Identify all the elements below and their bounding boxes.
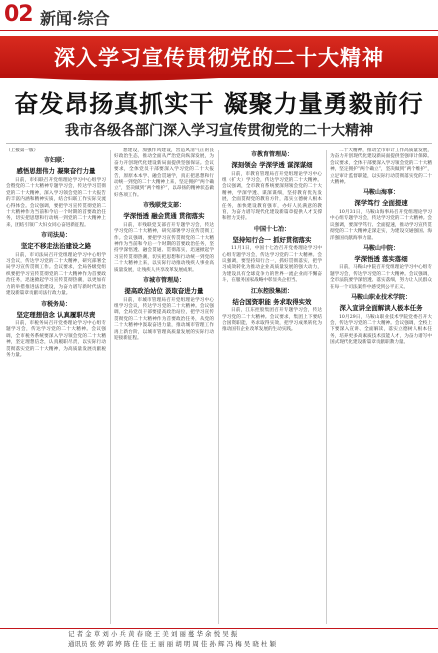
headline: 奋发昂扬真抓实干 凝聚力量勇毅前行 bbox=[14, 90, 424, 118]
article-column-2 bbox=[114, 148, 214, 622]
article-title: 坚持知行合一 抓好贯彻落实 bbox=[232, 235, 312, 244]
column-divider bbox=[326, 150, 327, 624]
article-paragraph: 日前，市司法局召开党组理论学习中心组学习会议，传达学习党的二十大精神，研究部署全局学习宣传贯彻工作。会议要求，全局各级党组织要把学习宣传贯彻党的二十大精神作为首要政治任务，迅速掀起学习宣传贯彻热潮，以更加有力的举措推进法治建设，为奋力谱写新时代法治建设新篇章贡献司法行政力量。 bbox=[6, 252, 106, 297]
article-paragraph: （上接第一版） bbox=[6, 148, 39, 153]
article-paragraph: 10月31日，马鞍山海事局召开党组理论学习中心组专题学习会，传达学习党的二十大精神。会议强调，要深学笃行、全面提速，推动学习宣传贯彻党的二十大精神走深走实，为建设交通强国、海洋强国贡献海事力量。 bbox=[330, 209, 432, 241]
article-paragraph: 日前，江东控股集团召开专题学习会，传达学习党的二十大精神。会议要求，集团上下要结合国资职能，务求取得实效，把学习成果转化为推动国有企业改革发展的生动实践。 bbox=[222, 308, 322, 333]
unit-name: 中国十七冶： bbox=[253, 225, 290, 233]
article-paragraph: 日前，马鞍山中院召开党组理论学习中心组专题学习会，传达学习党的二十大精神。会议强调，全市法院要学深悟透、落实落细，努力让人民群众在每一个司法案件中感受到公平正义。 bbox=[330, 265, 432, 290]
unit-name: 马鞍山中院： bbox=[362, 244, 399, 252]
article-title: 坚定理想信念 认真履职尽责 bbox=[16, 310, 96, 319]
article-title: 深学笃行 全面提速 bbox=[354, 199, 408, 208]
page-header bbox=[0, 0, 438, 31]
article-column-4 bbox=[330, 148, 432, 622]
article-title: 学深悟透 融会贯通 贯彻落实 bbox=[123, 212, 205, 221]
article-paragraph: 日前，市税务局召开党委理论学习中心组专题学习会，传达学习党的二十大精神。会议强调，全市税务系统要深入学习领会党的二十大精神，坚定理想信念，认真履职尽责，以实际行动贯彻落实党的二十大精神，为高质量发展贡献税务力量。 bbox=[6, 321, 106, 359]
unit-name: 市妇联： bbox=[43, 157, 68, 165]
article-paragraph: 想建设，加强作风建设，营造风清气正的良好政治生态，推动全面从严治党向纵深发展，为奋力开创现代化建设新局面提供坚强保证。会议要求，全体党员干部要深入学习党的二十大报告，原原本本学、融会贯通学，真正把思想和行动统一到党的二十大精神上来，坚定拥护“两个确立”，坚决做到“两个维护”，以昂扬的精神状态做好各项工作。 bbox=[114, 148, 214, 198]
article-column-3 bbox=[222, 148, 322, 622]
correspondents-line: 通讯员 张 婷 郭 婷 陈 佳 佳 王 丽 丽 胡 明 周 佳 孙 辉 冯 梅 吴 晓 杜 颖 bbox=[68, 640, 276, 648]
article-paragraph: 日前，市残联党支部召开专题学习会，传达学习党的二十大精神，研究部署学习宣传贯彻工作。会议强调，要把学习宣传贯彻党的二十大精神作为当前和今后一个时期的首要政治任务，坚持学深悟透、融会贯通、贯彻落实，迅速掀起学习宣传贯彻热潮，切实把思想和行动统一到党的二十大精神上来，以实际行动推动残疾人事业高质量发展，让残疾人共享改革发展成果。 bbox=[114, 222, 214, 273]
subhead-rule bbox=[6, 143, 432, 144]
unit-name: 市教育管理局： bbox=[250, 151, 293, 158]
article-title: 提高政治站位 汲取奋进力量 bbox=[124, 287, 204, 295]
unit-name: 马鞍山职业技术学院： bbox=[350, 294, 411, 302]
column-divider bbox=[110, 150, 111, 624]
article-title: 结合国资职能 务求取得实效 bbox=[232, 297, 312, 306]
page-number: 02 bbox=[4, 2, 33, 27]
article-paragraph: 11月1日，中国十七冶召开党委理论学习中心组专题学习会，传达学习党的二十大精神。会议强调，要坚持知行合一，抓好贯彻落实，把学习成效转化为推动企业高质量发展的强大动力，为建设具有全球竞争力的世界一流企业而不懈奋斗，在服务国家战略中彰显央企担当。 bbox=[222, 246, 322, 284]
unit-name: 市城市管理局： bbox=[142, 277, 185, 284]
unit-name: 市税务局： bbox=[40, 300, 71, 308]
reporters-line: 记 者 金 草 刘 小 兵 黄 春 晓 王 美 刘 丽 蔓 华 余 悦 吴 振 bbox=[68, 630, 238, 638]
topic-banner bbox=[0, 36, 438, 78]
column-divider bbox=[218, 150, 219, 624]
unit-name: 江东控股集团： bbox=[250, 287, 293, 295]
article-title: 坚定不移走法治建设之路 bbox=[20, 242, 92, 251]
article-column-1 bbox=[6, 148, 106, 622]
unit-name: 马鞍山海事： bbox=[362, 189, 399, 197]
article-title: 深刻领会 学深学透 谋深谋细 bbox=[231, 161, 313, 169]
article-title: 深入宣讲全面解读人极本任务 bbox=[339, 304, 423, 313]
section-name: 新闻·综合 bbox=[40, 9, 110, 28]
unit-name: 市残联党支部： bbox=[142, 202, 185, 210]
article-title: 学深悟透 落实落细 bbox=[354, 254, 408, 263]
article-paragraph: 二十大精神，推动全市审计工作高质量发展，为奋力开创现代化建设新局面提供坚强审计保障。会议要求，全体干部要深入学习领会党的二十大精神，坚定拥护“两个确立”，坚决做到“两个维护”，立足审计监督职能，以实际行动贯彻落实党的二十大精神。 bbox=[330, 148, 432, 186]
byline-footer bbox=[0, 628, 438, 653]
article-paragraph: 日前，市城市管理局召开党组理论学习中心组学习会议，传达学习党的二十大精神。会议强调，全局党员干部要提高政治站位，把学习宣传贯彻党的二十大精神作为首要政治任务，从党的二十大精神中汲取奋进力量，推动城市管理工作再上新台阶，以城市管理高质量发展的实际行动迎接新征程。 bbox=[114, 297, 214, 341]
article-title: 感悟思想伟力 凝聚奋行力量 bbox=[16, 167, 96, 176]
banner-wave-decoration bbox=[0, 74, 438, 84]
banner-title: 深入学习宣传贯彻党的二十大精神 bbox=[54, 45, 384, 70]
article-paragraph: 日前，市妇联召开党组理论学习中心组学习会暨党的二十大精神专题学习会，传达学习贯彻党的二十大精神，深入学习领会党的二十大报告的丰富内涵和精神实质，结合妇联工作实际交流心得体会。会议强调，要把学习宣传贯彻党的二十大精神作为当前和今后一个时期的首要政治任务，切实把思想和行动统一到党的二十大精神上来，团结引领广大妇女同心奋进新征程。 bbox=[6, 177, 106, 228]
subheadline: 我市各级各部门深入学习宣传贯彻党的二十大精神 bbox=[65, 123, 373, 139]
unit-name: 市司法局： bbox=[40, 232, 71, 240]
article-paragraph: 10月29日，马鞍山职业技术学院党委召开大会，传达学习党的二十大精神。会议强调，全校上下要深入宣讲、全面解读，落实立德树人根本任务，培养更多高素质技术技能人才，为奋力谱写中国式现代化建设新篇章贡献职教力量。 bbox=[330, 314, 432, 346]
article-paragraph: 日前，市教育管理局召开党组理论学习中心组（扩大）学习会，传达学习党的二十大精神。会议强调，全市教育系统要深刻领会党的二十大精神，学深学透、谋深谋细，坚持教育优先发展，全面贯彻党的教育方针，落实立德树人根本任务，加快建设教育强市，办好人民满意的教育，为奋力谱写现代化建设新篇章提供人才支撑和智力支持。 bbox=[222, 171, 322, 222]
